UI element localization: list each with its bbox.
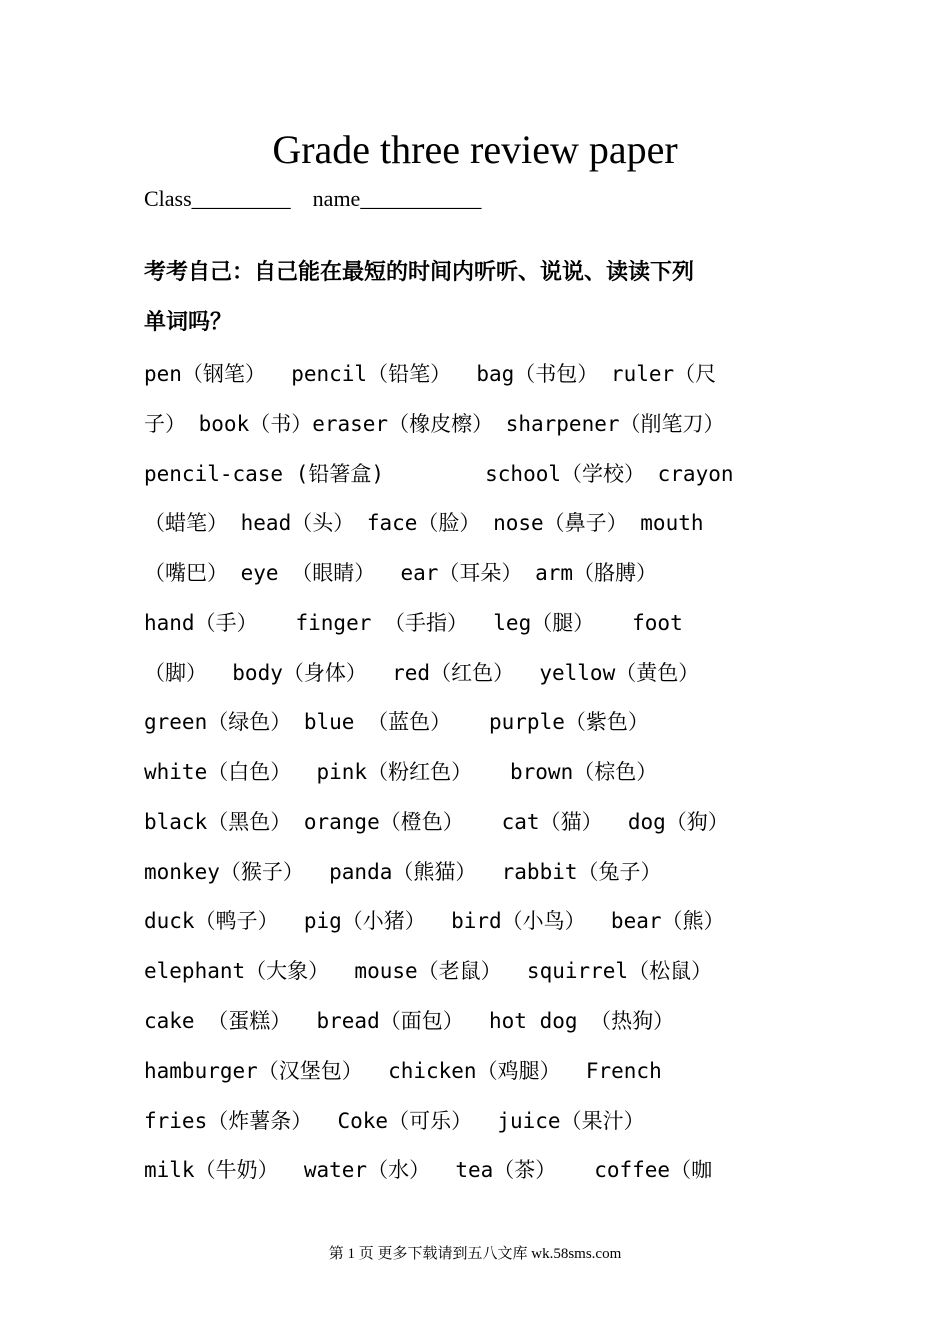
- vocab-line: （蜡笔） head（头） face（脸） nose（鼻子） mouth: [144, 511, 704, 535]
- vocab-line: （嘴巴） eye （眼睛） ear（耳朵） arm（胳膊）: [144, 561, 658, 585]
- vocab-line: elephant（大象） mouse（老鼠） squirrel（松鼠）: [144, 959, 713, 983]
- vocab-line: pencil-case (铅箸盒) school（学校） crayon: [144, 462, 734, 486]
- vocab-line: cake （蛋糕） bread（面包） hot dog （热狗）: [144, 1009, 675, 1033]
- vocab-line: hand（手） finger （手指） leg（腿） foot: [144, 611, 683, 635]
- vocab-line: pen（钢笔） pencil（铅笔） bag（书包） ruler（尺: [144, 362, 717, 386]
- vocab-line: 子） book（书）eraser（橡皮檫） sharpener（削笔刀）: [144, 412, 725, 436]
- page-footer: 第 1 页 更多下载请到五八文库 wk.58sms.com: [328, 1246, 622, 1262]
- vocab-line: green（绿色） blue （蓝色） purple（紫色）: [144, 710, 649, 734]
- vocab-line: milk（牛奶） water（水） tea（茶） coffee（咖: [144, 1158, 713, 1182]
- vocab-line: （脚） body（身体） red（红色） yellow（黄色）: [144, 661, 700, 685]
- instruction-line-1: 考考自己：自己能在最短的时间内听听、说说、读读下列: [144, 260, 695, 285]
- class-name-line: Class_________ name___________: [144, 186, 482, 211]
- vocab-line: monkey（猴子） panda（熊猫） rabbit（兔子）: [144, 860, 662, 884]
- vocab-line: black（黑色） orange（橙色） cat（猫） dog（狗）: [144, 810, 729, 834]
- page-title: Grade three review paper: [272, 127, 678, 172]
- vocab-line: hamburger（汉堡包） chicken（鸡腿） French: [144, 1059, 662, 1083]
- vocab-line: fries（炸薯条） Coke（可乐） juice（果汁）: [144, 1109, 645, 1133]
- instruction-line-2: 单词吗？: [144, 310, 233, 335]
- vocab-line: duck（鸭子） pig（小猪） bird（小鸟） bear（熊）: [144, 909, 725, 933]
- vocab-line: white（白色） pink（粉红色） brown（棕色）: [144, 760, 658, 784]
